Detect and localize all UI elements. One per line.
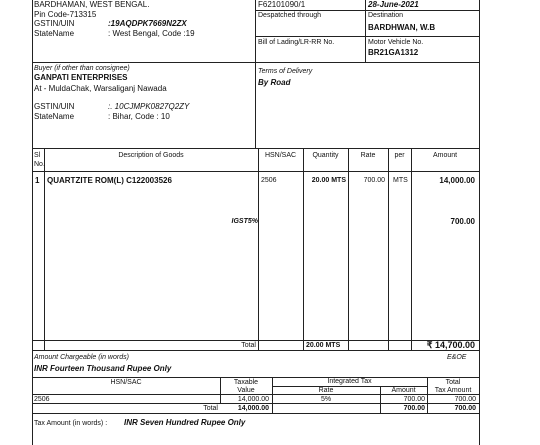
tax-line-label: IGST5% xyxy=(231,218,258,225)
tax-header-total-1: Total xyxy=(445,379,461,386)
vehicle-label: Motor Vehicle No. xyxy=(368,39,424,46)
buyer-name: GANPATI ENTERPRISES xyxy=(34,73,128,82)
tax-words-label: Tax Amount (in words) : xyxy=(34,420,108,427)
col-sep-sl xyxy=(44,148,45,350)
bill-of-lading-label: Bill of Lading/LR-RR No. xyxy=(258,39,335,46)
rule-dispatch-1 xyxy=(255,10,479,11)
buyer-state-value: : Bihar, Code : 10 xyxy=(108,112,170,121)
header-divider-v1 xyxy=(255,0,256,148)
col-header-hsn: HSN/SAC xyxy=(264,152,297,159)
tax-line-amount: 700.00 xyxy=(450,217,475,226)
buyer-section-label: Buyer (if other than consignee) xyxy=(34,65,130,72)
col-header-rate: Rate xyxy=(360,152,376,159)
tax-header-taxable-1: Taxable xyxy=(233,379,259,386)
tax-row-taxable: 14,000.00 xyxy=(237,396,269,403)
frame-right-border xyxy=(479,0,480,445)
tax-total-total: 700.00 xyxy=(454,405,476,412)
destination-value: BARDHWAN, W.B xyxy=(368,23,436,32)
rule-tax-header-bottom xyxy=(32,394,479,395)
item-per: MTS xyxy=(393,177,408,184)
tax-header-hsn: HSN/SAC xyxy=(110,379,142,386)
seller-gstin-label: GSTIN/UIN xyxy=(34,19,75,28)
items-total-quantity: 20.00 MTS xyxy=(306,342,341,349)
eoe-label: E&OE xyxy=(447,354,467,361)
amount-words-label: Amount Chargeable (in words) xyxy=(34,354,129,361)
rule-items-total-bottom xyxy=(32,350,479,351)
tax-total-amount: 700.00 xyxy=(403,405,425,412)
tax-row-hsn: 2506 xyxy=(34,396,50,403)
col-sep-desc xyxy=(258,148,259,350)
seller-address: BARDHAMAN, WEST BENGAL. xyxy=(34,0,150,9)
tax-header-amount: Amount xyxy=(391,387,416,394)
buyer-gstin-value: :. 10CJMPK0827Q2ZY xyxy=(108,102,190,111)
destination-label: Destination xyxy=(368,12,404,19)
rule-tax-row-bottom xyxy=(32,403,479,404)
vehicle-value: BR21GA1312 xyxy=(368,48,419,57)
terms-value: By Road xyxy=(258,78,291,87)
col-header-amount: Amount xyxy=(432,152,458,159)
tax-row-amount: 700.00 xyxy=(403,396,425,403)
item-sl: 1 xyxy=(35,176,40,185)
items-total-label: Total xyxy=(241,342,256,349)
buyer-state-label: StateName xyxy=(34,112,75,121)
item-quantity: 20.00 MTS xyxy=(311,177,346,184)
tax-header-total-2: Tax Amount xyxy=(434,387,472,394)
tax-words-value: INR Seven Hundred Rupee Only xyxy=(124,418,246,427)
items-total-amount: ₹ 14,700.00 xyxy=(426,340,475,350)
seller-pin: Pin Code-713315 xyxy=(34,10,97,19)
item-description: QUARTZITE ROM(L) C122003526 xyxy=(47,176,172,185)
buyer-address: At - MuldaChak, Warsaliganj Nawada xyxy=(34,84,167,93)
dispatch-doc-no: F62101090/1 xyxy=(258,0,306,9)
tax-row-total: 700.00 xyxy=(454,396,476,403)
col-header-no: No. xyxy=(34,161,45,168)
col-header-description: Description of Goods xyxy=(118,152,184,159)
tax-total-label: Total xyxy=(203,405,218,412)
tax-header-integrated: Integrated Tax xyxy=(327,378,372,385)
rule-tax-total-bottom xyxy=(32,413,479,414)
despatched-through-label: Despatched through xyxy=(258,12,322,19)
item-rate: 700.00 xyxy=(363,177,385,184)
rule-dispatch-2 xyxy=(255,36,479,37)
tax-row-rate: 5% xyxy=(320,396,332,403)
col-header-sl: Sl xyxy=(34,152,41,159)
seller-state-value: : West Bengal, Code :19 xyxy=(108,29,195,38)
col-header-per: per xyxy=(394,152,405,159)
seller-gstin-value: :19AQDPK7669N2ZX xyxy=(108,19,187,28)
item-amount: 14,000.00 xyxy=(439,176,475,185)
item-hsn: 2506 xyxy=(261,177,277,184)
col-sep-rate xyxy=(388,148,389,350)
terms-label: Terms of Delivery xyxy=(258,68,313,75)
tax-header-rate: Rate xyxy=(318,387,334,394)
buyer-gstin-label: GSTIN/UIN xyxy=(34,102,75,111)
col-header-quantity: Quantity xyxy=(312,152,339,159)
dispatch-date: 28-June-2021 xyxy=(368,0,419,9)
tax-total-taxable: 14,000.00 xyxy=(237,405,269,412)
seller-state-label: StateName xyxy=(34,29,75,38)
tax-header-taxable-2: Value xyxy=(237,387,255,394)
rule-buyer-top xyxy=(32,62,479,63)
amount-words-value: INR Fourteen Thousand Rupee Only xyxy=(34,364,172,373)
